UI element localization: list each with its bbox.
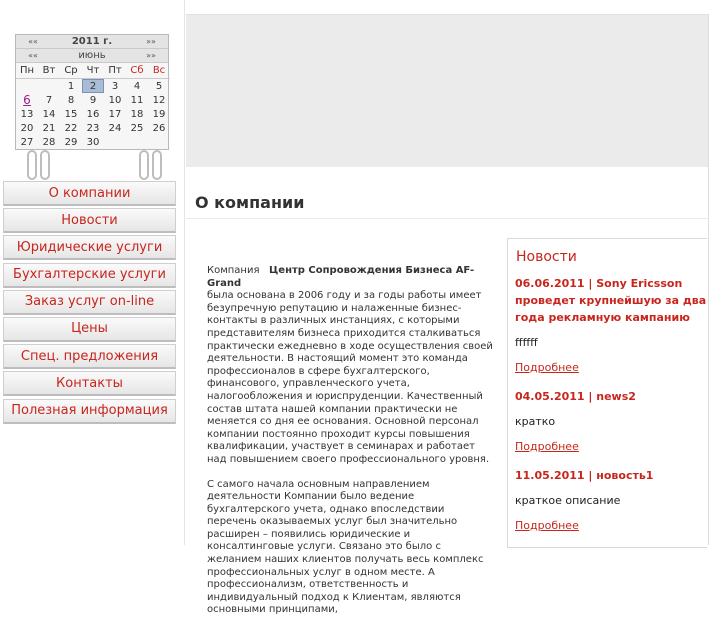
calendar-day: 20 (20, 122, 34, 134)
calendar-day: 14 (42, 108, 56, 120)
news-headline[interactable]: 06.06.2011 | Sony Ericsson проведет крупнейшую за два года рекламную кампанию (515, 277, 707, 324)
binder-ring-icon (40, 150, 50, 180)
calendar-year-nav (16, 35, 168, 49)
header-banner (186, 14, 709, 167)
calendar-day: 5 (155, 80, 163, 92)
calendar-grid (16, 63, 168, 149)
news-more-link[interactable]: Подробнее (515, 440, 579, 453)
news-item (508, 275, 707, 388)
calendar-day: 28 (42, 136, 56, 148)
calendar-empty-cell (148, 135, 170, 149)
calendar-day: 16 (86, 108, 100, 120)
right-border (708, 14, 709, 545)
article-paragraph-1 (207, 265, 496, 467)
calendar-weekday: Пт (104, 63, 126, 79)
calendar-day: 15 (64, 108, 78, 120)
menu-item[interactable]: Бухгалтерские услуги (3, 263, 176, 288)
menu-item[interactable]: Заказ услуг on-line (3, 290, 176, 315)
page-title: О компании (195, 193, 305, 212)
calendar-day: 18 (130, 108, 144, 120)
article-paragraph-2: С самого начала основным направлением деятельности Компании было ведение бухгалтерского учета, однако впоследствии перечень оказываемых услуг был значительно расширен – появились юридические и консалтинговые услуги. Связано это было с желанием наших клиентов получать весь комплекс профессиональных услуг в одном месте. А профессионализм, ответственность и индивидуальный подход к Клиентам, являются основными принципами, (207, 478, 484, 616)
main-menu (3, 181, 176, 426)
calendar-day: 1 (67, 80, 75, 92)
calendar-empty-cell (126, 135, 148, 149)
calendar (15, 34, 169, 150)
calendar-day: 25 (130, 122, 144, 134)
article-intro-label: Компания (207, 265, 260, 276)
news-more-link[interactable]: Подробнее (515, 519, 579, 532)
calendar-month-nav (16, 49, 168, 63)
news-headline[interactable]: 11.05.2011 | новость1 (515, 469, 654, 482)
article (207, 265, 496, 629)
menu-item[interactable]: Цены (3, 317, 176, 342)
menu-item[interactable]: Полезная информация (3, 399, 176, 424)
menu-item[interactable]: Контакты (3, 371, 176, 396)
calendar-weekday: Чт (82, 63, 104, 79)
calendar-day: 29 (64, 136, 78, 148)
news-more-link[interactable]: Подробнее (515, 361, 579, 374)
next-year-button[interactable]: »» (146, 37, 156, 46)
calendar-weekday: Вс (148, 63, 170, 79)
menu-item[interactable]: О компании (3, 181, 176, 206)
calendar-weekday: Пн (16, 63, 38, 79)
title-divider (186, 218, 709, 219)
binder-ring-icon (152, 150, 162, 180)
news-headline[interactable]: 04.05.2011 | news2 (515, 390, 636, 403)
menu-item[interactable]: Новости (3, 208, 176, 233)
news-item (508, 467, 707, 546)
calendar-day: 11 (130, 94, 144, 106)
calendar-weekday: Ср (60, 63, 82, 79)
news-item (508, 388, 707, 467)
news-summary: кратко (515, 415, 556, 428)
calendar-day: 19 (152, 108, 166, 120)
calendar-empty-cell (104, 135, 126, 149)
calendar-year: 2011 г. (71, 36, 113, 47)
calendar-empty-cell (38, 79, 60, 93)
calendar-day: 10 (108, 94, 122, 106)
next-month-button[interactable]: »» (146, 51, 156, 60)
calendar-day: 17 (108, 108, 122, 120)
calendar-day: 13 (20, 108, 34, 120)
calendar-weekday: Вт (38, 63, 60, 79)
binder-ring-icon (139, 150, 149, 180)
calendar-day-link[interactable]: 6 (23, 93, 31, 107)
calendar-day: 30 (86, 136, 100, 148)
news-summary: краткое описание (515, 494, 621, 507)
calendar-day: 7 (45, 94, 53, 106)
calendar-day: 27 (20, 136, 34, 148)
calendar-day: 22 (64, 122, 78, 134)
calendar-weekday: Сб (126, 63, 148, 79)
menu-item[interactable]: Спец. предложения (3, 344, 176, 369)
prev-month-button[interactable]: «« (28, 51, 38, 60)
calendar-month: июнь (78, 50, 106, 61)
menu-item[interactable]: Юридические услуги (3, 235, 176, 260)
binder-ring-icon (27, 150, 37, 180)
news-summary: ffffff (515, 336, 538, 349)
calendar-day: 8 (67, 94, 75, 106)
calendar-day: 3 (111, 80, 119, 92)
news-panel (507, 238, 707, 548)
calendar-day: 4 (133, 80, 141, 92)
calendar-day: 23 (86, 122, 100, 134)
calendar-day-today: 2 (82, 79, 104, 93)
calendar-day: 9 (89, 94, 97, 106)
calendar-day: 26 (152, 122, 166, 134)
prev-year-button[interactable]: «« (28, 37, 38, 46)
news-title: Новости (516, 249, 577, 265)
calendar-day: 21 (42, 122, 56, 134)
calendar-day: 12 (152, 94, 166, 106)
calendar-day: 24 (108, 122, 122, 134)
calendar-empty-cell (16, 79, 38, 93)
article-text-1: была основана в 2006 году и за годы работы имеет безупречную репутацию и налаженные бизнес-контакты в различных инстанциях, с которыми представителям бизнеса приходится сталкиваться практически ежедневно в ходе осуществления своей деятельности. В настоящий момент это команда профессионалов в сфере бухгалтерского, финансового, управленческого учета, налогообложения и юриспруденции. Качественный состав штата нашей компании практически не меняется со дня ее основания. Основной персонал компании постоянно проходит курсы повышения квалификации, участвует в семинарах и работает над повышением своего профессионального уровня. (207, 290, 493, 465)
company-name: Центр Сопровождения Бизнеса AF- Grand (207, 265, 475, 289)
news-list (508, 275, 707, 546)
